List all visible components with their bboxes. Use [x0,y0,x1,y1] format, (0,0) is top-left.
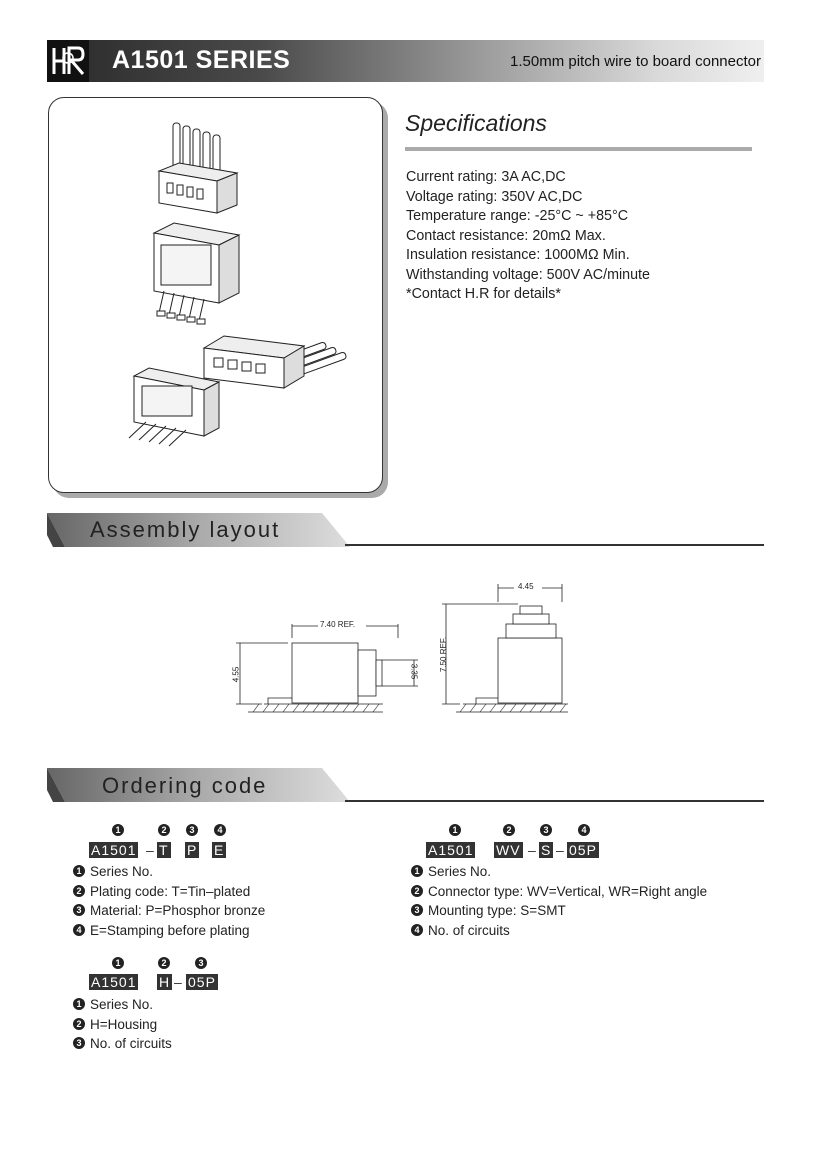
specifications-title: Specifications [405,110,547,136]
legend-item [411,882,707,902]
legend-item [73,1034,172,1054]
code1-marker-2: 2 [158,824,170,836]
spec-item: *Contact H.R for details* [406,286,561,302]
spec-item: Temperature range: -25°C ~ +85°C [406,208,629,224]
code3-marker-2: 2 [503,824,515,836]
code3-legend [411,862,707,940]
code1-marker-4: 4 [214,824,226,836]
code2-separator: – [174,974,182,990]
legend-text: Series No. [90,997,154,1012]
legend-item [411,921,707,941]
legend-marker: 1 [73,865,85,877]
code1-legend [73,862,265,940]
legend-marker: 3 [411,904,423,916]
code2-marker-2: 2 [158,957,170,969]
legend-item [73,901,265,921]
page-subtitle: 1.50mm pitch wire to board connector [510,53,761,70]
spec-item: Insulation resistance: 1000MΩ Min. [406,247,630,263]
code1-part-series: A1501 [91,842,137,858]
code2-legend [73,995,172,1054]
legend-item [73,1015,172,1035]
code2-part-series: A1501 [91,974,137,990]
spec-item: Contact resistance: 20mΩ Max. [406,227,606,244]
code3-part-circuits: 05P [569,842,597,858]
code1-part-process: E [214,842,225,858]
legend-marker: 4 [411,924,423,936]
dim-height-inner: 3.35 [409,663,419,680]
code1-part-material: P [187,842,198,858]
code3-separator-1: – [528,842,536,858]
assembly-section-rule [345,544,764,546]
ordering-section-title: Ordering code [102,773,268,798]
dim-height-left: 4.55 [231,666,241,683]
legend-text: Plating code: T=Tin–plated [90,883,251,899]
code3-marker-1: 1 [449,824,461,836]
legend-text: Series No. [428,864,492,879]
hr-logo-icon [47,40,89,82]
assembly-drawing [228,578,588,733]
legend-item [73,862,265,882]
spec-item: Voltage rating: 350V AC,DC [406,188,583,205]
code3-part-series: A1501 [428,842,474,858]
code2-marker-1: 1 [112,957,124,969]
connector-product-illustration [49,98,382,492]
code2-part-circuits: 05P [188,974,216,990]
dim-width-ref: 7.40 REF. [320,620,356,629]
code1-separator: – [146,842,154,858]
code1-marker-3: 3 [186,824,198,836]
legend-marker: 2 [411,885,423,897]
legend-item [73,921,265,941]
legend-item [411,862,707,882]
legend-marker: 1 [73,998,85,1010]
product-image-panel [48,97,383,493]
code1-part-plating: T [159,842,169,858]
legend-text: Material: P=Phosphor bronze [90,903,266,918]
code3-marker-3: 3 [540,824,552,836]
legend-marker: 3 [73,1037,85,1049]
code3-separator-2: – [556,842,564,858]
legend-marker: 4 [73,924,85,936]
legend-text: Connector type: WV=Vertical, WR=Right angle [428,883,708,899]
code3-marker-4: 4 [578,824,590,836]
legend-text: Mounting type: S=SMT [428,903,566,918]
assembly-section-title: Assembly layout [90,517,281,542]
specifications-list [406,168,650,305]
code1-marker-1: 1 [112,824,124,836]
ordering-section-rule [345,800,764,802]
code3-part-mounting: S [541,842,552,858]
legend-item [73,882,265,902]
legend-marker: 1 [411,865,423,877]
legend-text: H=Housing [90,1016,158,1032]
specifications-divider [405,147,752,151]
legend-text: Series No. [90,864,154,879]
legend-marker: 2 [73,1018,85,1030]
dim-top-width: 4.45 [518,582,534,591]
legend-text: No. of circuits [90,1036,172,1051]
legend-marker: 2 [73,885,85,897]
series-title: A1501 SERIES [112,46,291,74]
code3-part-connector-type: WV [496,842,521,858]
spec-item: Withstanding voltage: 500V AC/minute [406,266,650,283]
legend-text: E=Stamping before plating [90,922,250,938]
legend-item [411,901,707,921]
legend-text: No. of circuits [428,922,510,938]
code2-marker-3: 3 [195,957,207,969]
dim-height-ref: 7.50 REF. [439,636,449,673]
legend-marker: 3 [73,904,85,916]
spec-item: Current rating: 3A AC,DC [406,169,566,185]
code2-part-type: H [159,974,171,990]
legend-item [73,995,172,1015]
